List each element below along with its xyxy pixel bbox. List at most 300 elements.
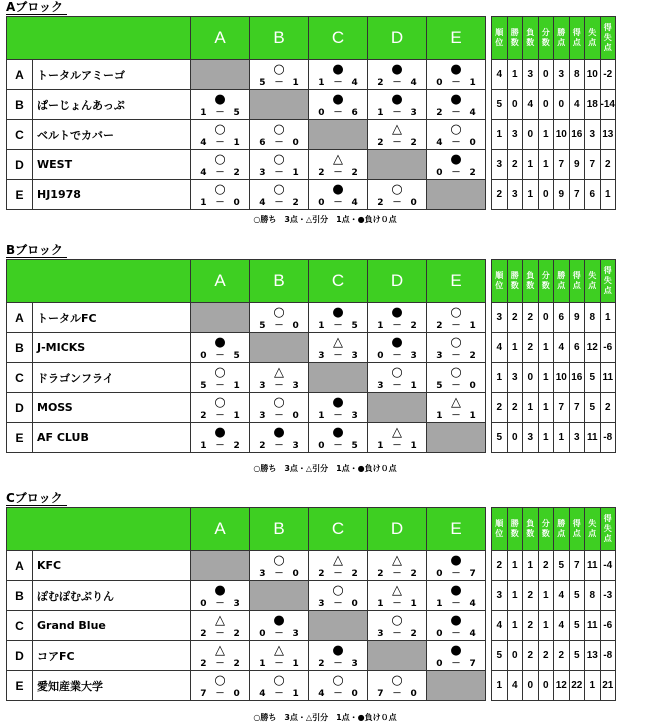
stat-value: 11 xyxy=(585,551,601,581)
win-circle-icon: ○ xyxy=(273,62,285,77)
team-name: J-MICKS xyxy=(33,333,191,363)
win-circle-icon: ○ xyxy=(450,335,462,350)
draw-triangle-icon: △ xyxy=(392,425,402,440)
self-match-cell xyxy=(309,611,368,641)
stat-value: 10 xyxy=(554,120,570,150)
match-result-cell xyxy=(191,611,250,641)
match-result-cell xyxy=(250,180,309,210)
match-result-cell xyxy=(368,551,427,581)
column-header-b: B xyxy=(250,260,309,303)
match-score: 2 － 4 xyxy=(436,108,476,118)
loss-circle-icon: ● xyxy=(450,583,462,598)
stat-value: 1 xyxy=(538,333,554,363)
match-score: 2 － 1 xyxy=(200,411,240,421)
stat-value: 7 xyxy=(554,150,570,180)
win-circle-icon: ○ xyxy=(273,395,285,410)
stat-value: 3 xyxy=(507,363,523,393)
match-score: 0 － 6 xyxy=(318,108,358,118)
team-name: HJ1978 xyxy=(33,180,191,210)
match-score: 1 － 0 xyxy=(200,198,240,208)
stat-value: 1 xyxy=(538,393,554,423)
match-result-cell xyxy=(250,150,309,180)
match-result-cell xyxy=(368,423,427,453)
match-score: 2 － 0 xyxy=(377,198,417,208)
row-letter: A xyxy=(7,60,33,90)
row-letter: C xyxy=(7,363,33,393)
match-score: 3 － 1 xyxy=(259,168,299,178)
match-score: 3 － 2 xyxy=(436,351,476,361)
stat-value: 2 xyxy=(523,303,539,333)
stat-header: 勝 数 xyxy=(507,508,523,551)
win-circle-icon: ○ xyxy=(332,673,344,688)
stat-value: 6 xyxy=(569,333,585,363)
win-circle-icon: ○ xyxy=(214,182,226,197)
match-score: 4 － 0 xyxy=(318,689,358,699)
match-score: 2 － 2 xyxy=(200,659,240,669)
stat-header: 順 位 xyxy=(492,260,508,303)
stat-value: 7 xyxy=(569,551,585,581)
match-result-cell xyxy=(191,333,250,363)
stat-value: 3 xyxy=(585,120,601,150)
win-circle-icon: ○ xyxy=(214,365,226,380)
stat-value: 4 xyxy=(492,333,508,363)
stat-value: -14 xyxy=(600,90,616,120)
match-score: 2 － 2 xyxy=(200,629,240,639)
match-result-cell xyxy=(191,120,250,150)
draw-triangle-icon: △ xyxy=(392,553,402,568)
win-circle-icon: ○ xyxy=(273,182,285,197)
column-header-a: A xyxy=(191,260,250,303)
stat-value: 1 xyxy=(507,581,523,611)
match-result-cell xyxy=(427,581,486,611)
self-match-cell xyxy=(368,150,427,180)
column-header-e: E xyxy=(427,508,486,551)
stat-value: 10 xyxy=(585,60,601,90)
team-name: トータルFC xyxy=(33,303,191,333)
win-circle-icon: ○ xyxy=(273,122,285,137)
match-result-cell xyxy=(250,393,309,423)
stat-value: 1 xyxy=(492,671,508,701)
stat-value: 5 xyxy=(585,393,601,423)
stat-value: 1 xyxy=(507,611,523,641)
stat-value: 4 xyxy=(492,611,508,641)
stat-header: 得 点 xyxy=(569,17,585,60)
stat-value: 2 xyxy=(523,611,539,641)
row-letter: D xyxy=(7,393,33,423)
match-score: 2 － 2 xyxy=(377,569,417,579)
row-letter: E xyxy=(7,423,33,453)
stat-value: 0 xyxy=(538,60,554,90)
row-letter: C xyxy=(7,611,33,641)
win-circle-icon: ○ xyxy=(214,152,226,167)
match-result-cell xyxy=(250,303,309,333)
stat-value: 13 xyxy=(585,641,601,671)
self-match-cell xyxy=(309,120,368,150)
match-score: 3 － 2 xyxy=(377,629,417,639)
stat-header: 勝 数 xyxy=(507,260,523,303)
match-score: 4 － 1 xyxy=(200,138,240,148)
self-match-cell xyxy=(427,671,486,701)
match-score: 0 － 1 xyxy=(436,78,476,88)
stat-value: 7 xyxy=(569,180,585,210)
match-result-cell xyxy=(191,581,250,611)
match-score: 2 － 3 xyxy=(259,441,299,451)
match-result-cell xyxy=(368,120,427,150)
match-result-cell xyxy=(427,551,486,581)
match-score: 5 － 1 xyxy=(259,78,299,88)
stat-value: 0 xyxy=(523,671,539,701)
match-score: 7 － 0 xyxy=(377,689,417,699)
match-result-cell xyxy=(368,90,427,120)
loss-circle-icon: ● xyxy=(214,583,226,598)
stat-value: 8 xyxy=(585,581,601,611)
loss-circle-icon: ● xyxy=(332,643,344,658)
match-score: 1 － 1 xyxy=(377,441,417,451)
match-score: 4 － 1 xyxy=(259,689,299,699)
self-match-cell xyxy=(427,180,486,210)
stat-value: 2 xyxy=(554,641,570,671)
stat-value: 0 xyxy=(538,180,554,210)
stat-value: 5 xyxy=(492,423,508,453)
match-score: 1 － 1 xyxy=(377,599,417,609)
stat-value: 7 xyxy=(554,393,570,423)
draw-triangle-icon: △ xyxy=(215,613,225,628)
row-letter: A xyxy=(7,551,33,581)
stat-value: 16 xyxy=(569,363,585,393)
table-row xyxy=(7,90,616,120)
match-score: 2 － 3 xyxy=(318,659,358,669)
win-circle-icon: ○ xyxy=(273,673,285,688)
loss-circle-icon: ● xyxy=(273,613,285,628)
table-row xyxy=(7,60,616,90)
stat-header: 失 点 xyxy=(585,508,601,551)
match-score: 0 － 7 xyxy=(436,659,476,669)
stat-value: 8 xyxy=(569,60,585,90)
row-letter: B xyxy=(7,333,33,363)
match-result-cell xyxy=(427,363,486,393)
match-result-cell xyxy=(427,90,486,120)
match-score: 2 － 2 xyxy=(318,569,358,579)
stat-value: -6 xyxy=(600,611,616,641)
match-result-cell xyxy=(427,60,486,90)
draw-triangle-icon: △ xyxy=(333,335,343,350)
loss-circle-icon: ● xyxy=(214,425,226,440)
match-result-cell xyxy=(368,581,427,611)
loss-circle-icon: ● xyxy=(450,613,462,628)
team-name: KFC xyxy=(33,551,191,581)
stat-value: 9 xyxy=(554,180,570,210)
match-score: 0 － 3 xyxy=(377,351,417,361)
stat-value: 0 xyxy=(507,423,523,453)
stat-value: -6 xyxy=(600,333,616,363)
row-letter: E xyxy=(7,671,33,701)
stat-value: 2 xyxy=(507,150,523,180)
stat-value: 4 xyxy=(507,671,523,701)
stat-value: 1 xyxy=(538,150,554,180)
row-letter: C xyxy=(7,120,33,150)
stat-header: 順 位 xyxy=(492,508,508,551)
loss-circle-icon: ● xyxy=(391,335,403,350)
win-circle-icon: ○ xyxy=(214,395,226,410)
win-circle-icon: ○ xyxy=(214,673,226,688)
team-name: Grand Blue xyxy=(33,611,191,641)
stat-value: 0 xyxy=(538,303,554,333)
stat-value: 1 xyxy=(523,393,539,423)
stat-value: 3 xyxy=(507,120,523,150)
stat-value: 1 xyxy=(523,551,539,581)
stat-value: 0 xyxy=(538,671,554,701)
match-score: 1 － 3 xyxy=(377,108,417,118)
self-match-cell xyxy=(368,641,427,671)
match-score: 3 － 3 xyxy=(318,351,358,361)
loss-circle-icon: ● xyxy=(391,62,403,77)
standings-table xyxy=(6,16,616,210)
stat-value: 1 xyxy=(538,581,554,611)
team-name: コアFC xyxy=(33,641,191,671)
loss-circle-icon: ● xyxy=(391,92,403,107)
league-block xyxy=(0,243,650,473)
table-row xyxy=(7,333,616,363)
stat-value: 12 xyxy=(585,333,601,363)
stat-value: 2 xyxy=(523,641,539,671)
stat-value: -3 xyxy=(600,581,616,611)
match-result-cell xyxy=(191,90,250,120)
stat-value: 0 xyxy=(507,641,523,671)
stat-value: 2 xyxy=(492,551,508,581)
column-header-b: B xyxy=(250,508,309,551)
stat-value: 1 xyxy=(600,303,616,333)
stat-value: 7 xyxy=(569,393,585,423)
stat-value: 13 xyxy=(600,120,616,150)
stat-value: -2 xyxy=(600,60,616,90)
match-score: 7 － 0 xyxy=(200,689,240,699)
loss-circle-icon: ● xyxy=(332,92,344,107)
table-row xyxy=(7,671,616,701)
draw-triangle-icon: △ xyxy=(274,365,284,380)
header-row xyxy=(7,17,616,60)
row-letter: B xyxy=(7,90,33,120)
match-result-cell xyxy=(309,150,368,180)
match-score: 2 － 2 xyxy=(377,138,417,148)
stat-value: 2 xyxy=(507,393,523,423)
stat-value: 5 xyxy=(569,641,585,671)
match-result-cell xyxy=(250,551,309,581)
team-name: トータルアミーゴ xyxy=(33,60,191,90)
stat-value: -8 xyxy=(600,641,616,671)
match-score: 1 － 3 xyxy=(318,411,358,421)
match-result-cell xyxy=(368,333,427,363)
stat-header: 勝 点 xyxy=(554,17,570,60)
loss-circle-icon: ● xyxy=(214,335,226,350)
stat-value: 3 xyxy=(523,423,539,453)
table-row xyxy=(7,120,616,150)
match-score: 3 － 1 xyxy=(377,381,417,391)
match-score: 0 － 4 xyxy=(436,629,476,639)
column-header-a: A xyxy=(191,508,250,551)
stat-header: 勝 点 xyxy=(554,260,570,303)
stat-value: 1 xyxy=(507,551,523,581)
stat-value: 2 xyxy=(492,393,508,423)
loss-circle-icon: ● xyxy=(332,62,344,77)
stat-value: 12 xyxy=(554,671,570,701)
match-score: 4 － 0 xyxy=(436,138,476,148)
stat-value: 2 xyxy=(600,150,616,180)
match-result-cell xyxy=(368,60,427,90)
loss-circle-icon: ● xyxy=(273,425,285,440)
win-circle-icon: ○ xyxy=(273,553,285,568)
stat-value: 4 xyxy=(554,611,570,641)
match-result-cell xyxy=(427,641,486,671)
stat-header: 得 失 点 xyxy=(600,508,616,551)
match-score: 1 － 4 xyxy=(318,78,358,88)
team-name: ぽむぽむぷりん xyxy=(33,581,191,611)
table-row xyxy=(7,581,616,611)
win-circle-icon: ○ xyxy=(273,305,285,320)
draw-triangle-icon: △ xyxy=(451,395,461,410)
win-circle-icon: ○ xyxy=(214,122,226,137)
match-result-cell xyxy=(191,150,250,180)
match-result-cell xyxy=(250,423,309,453)
match-score: 5 － 1 xyxy=(200,381,240,391)
draw-triangle-icon: △ xyxy=(333,553,343,568)
self-match-cell xyxy=(427,423,486,453)
stat-header: 負 数 xyxy=(523,508,539,551)
loss-circle-icon: ● xyxy=(450,152,462,167)
match-score: 0 － 3 xyxy=(200,599,240,609)
loss-circle-icon: ● xyxy=(450,553,462,568)
stat-value: 1 xyxy=(492,363,508,393)
match-result-cell xyxy=(191,363,250,393)
column-header-c: C xyxy=(309,508,368,551)
loss-circle-icon: ● xyxy=(450,92,462,107)
match-score: 3 － 0 xyxy=(259,569,299,579)
match-result-cell xyxy=(427,333,486,363)
table-row xyxy=(7,303,616,333)
league-block xyxy=(0,491,650,721)
match-score: 2 － 4 xyxy=(377,78,417,88)
stat-value: 0 xyxy=(507,90,523,120)
stat-value: 5 xyxy=(585,363,601,393)
stat-value: 4 xyxy=(554,581,570,611)
table-row xyxy=(7,641,616,671)
match-result-cell xyxy=(250,641,309,671)
stat-header: 分 数 xyxy=(538,260,554,303)
match-result-cell xyxy=(309,423,368,453)
loss-circle-icon: ● xyxy=(450,62,462,77)
match-score: 0 － 3 xyxy=(259,629,299,639)
table-row xyxy=(7,180,616,210)
row-letter: D xyxy=(7,641,33,671)
stat-value: 1 xyxy=(585,671,601,701)
stat-value: 3 xyxy=(523,60,539,90)
match-score: 4 － 2 xyxy=(200,168,240,178)
loss-circle-icon: ● xyxy=(214,92,226,107)
stat-value: 5 xyxy=(492,641,508,671)
block-title: Bブロック xyxy=(6,243,67,258)
team-name: ベルトでカバー xyxy=(33,120,191,150)
match-result-cell xyxy=(309,60,368,90)
stat-header: 負 数 xyxy=(523,17,539,60)
match-result-cell xyxy=(250,363,309,393)
match-result-cell xyxy=(368,363,427,393)
stat-value: 9 xyxy=(569,150,585,180)
match-score: 1 － 4 xyxy=(436,599,476,609)
match-result-cell xyxy=(250,611,309,641)
self-match-cell xyxy=(191,551,250,581)
draw-triangle-icon: △ xyxy=(333,152,343,167)
stat-value: 1 xyxy=(554,423,570,453)
stat-header: 分 数 xyxy=(538,508,554,551)
match-result-cell xyxy=(427,150,486,180)
team-name: MOSS xyxy=(33,393,191,423)
stat-value: -8 xyxy=(600,423,616,453)
match-score: 0 － 4 xyxy=(318,198,358,208)
column-header-e: E xyxy=(427,17,486,60)
stat-value: 4 xyxy=(554,333,570,363)
stat-header: 得 点 xyxy=(569,260,585,303)
stat-header: 勝 点 xyxy=(554,508,570,551)
match-score: 1 － 2 xyxy=(200,441,240,451)
stat-value: 10 xyxy=(554,363,570,393)
stat-value: 5 xyxy=(554,551,570,581)
stat-value: 4 xyxy=(569,90,585,120)
match-score: 3 － 0 xyxy=(318,599,358,609)
table-row xyxy=(7,393,616,423)
loss-circle-icon: ● xyxy=(332,305,344,320)
match-score: 0 － 2 xyxy=(436,168,476,178)
table-row xyxy=(7,423,616,453)
stat-value: 3 xyxy=(507,180,523,210)
match-result-cell xyxy=(191,423,250,453)
stat-value: 0 xyxy=(538,90,554,120)
team-name: AF CLUB xyxy=(33,423,191,453)
stat-value: 2 xyxy=(538,551,554,581)
stat-header: 得 点 xyxy=(569,508,585,551)
header-blank xyxy=(7,17,191,60)
stat-value: 9 xyxy=(569,303,585,333)
header-row xyxy=(7,508,616,551)
self-match-cell xyxy=(191,303,250,333)
match-score: 5 － 0 xyxy=(436,381,476,391)
match-result-cell xyxy=(191,641,250,671)
match-result-cell xyxy=(309,333,368,363)
loss-circle-icon: ● xyxy=(332,425,344,440)
match-result-cell xyxy=(368,180,427,210)
result-legend: ○勝ち 3点・△引分 1点・●負け０点 xyxy=(253,713,397,722)
match-score: 3 － 3 xyxy=(259,381,299,391)
stat-value: 2 xyxy=(538,641,554,671)
stat-value: 5 xyxy=(492,90,508,120)
column-header-c: C xyxy=(309,260,368,303)
stat-value: 0 xyxy=(523,120,539,150)
stat-value: 3 xyxy=(492,150,508,180)
match-score: 0 － 7 xyxy=(436,569,476,579)
stat-value: 1 xyxy=(538,363,554,393)
win-circle-icon: ○ xyxy=(391,673,403,688)
stat-value: 2 xyxy=(507,303,523,333)
stat-header: 分 数 xyxy=(538,17,554,60)
draw-triangle-icon: △ xyxy=(392,122,402,137)
match-result-cell xyxy=(427,393,486,423)
match-score: 3 － 0 xyxy=(259,411,299,421)
self-match-cell xyxy=(309,363,368,393)
block-title: Cブロック xyxy=(6,491,67,506)
match-result-cell xyxy=(427,303,486,333)
stat-value: 11 xyxy=(585,611,601,641)
table-row xyxy=(7,551,616,581)
stat-header: 失 点 xyxy=(585,17,601,60)
column-header-a: A xyxy=(191,17,250,60)
